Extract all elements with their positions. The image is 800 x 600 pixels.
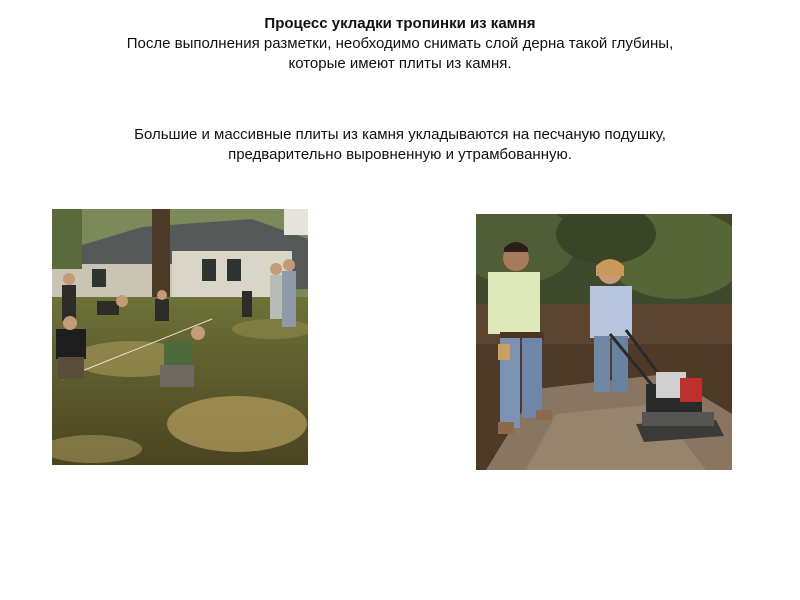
slide-title: Процесс укладки тропинки из камня (264, 15, 536, 32)
photo-plate-compactor (476, 214, 732, 470)
paragraph1-line1: После выполнения разметки, необходимо снимать слой дерна такой глубины, (126, 35, 674, 52)
paragraph1-line2: которые имеют плиты из камня. (288, 55, 512, 72)
heading-block (0, 14, 800, 74)
paragraph2-line2: предварительно выровненную и утрамбованную. (228, 146, 572, 163)
paragraph2-line1: Большие и массивные плиты из камня укладываются на песчаную подушку, (134, 126, 666, 143)
photo-marking-lawn (52, 209, 308, 465)
paragraph2-block (0, 125, 800, 165)
